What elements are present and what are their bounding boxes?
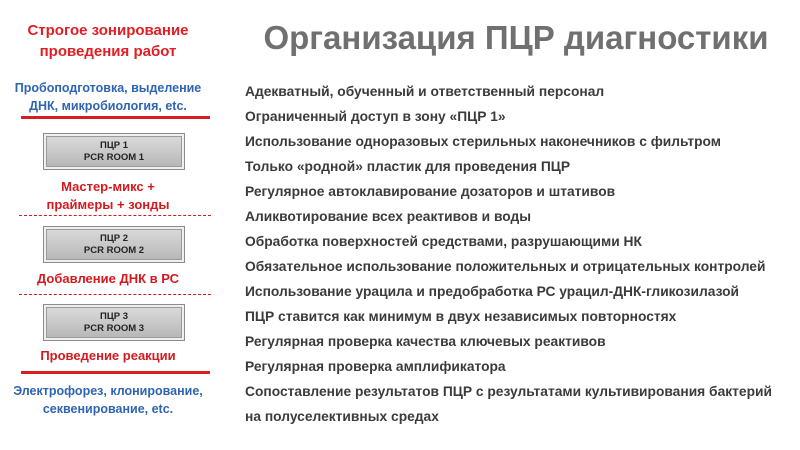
rules-list <box>245 79 797 429</box>
rule-item: Аликвотирование всех реактивов и воды <box>245 209 532 224</box>
post-pcr-line1: Электрофорез, клонирование, <box>13 384 203 398</box>
pcr-room-3-en: PCR ROOM 3 <box>83 323 145 334</box>
master-mix-text <box>0 178 216 214</box>
pcr-room-2-plate <box>43 226 185 263</box>
sample-prep-line1: Пробоподготовка, выделение <box>14 81 202 95</box>
post-pcr-line2: секвенирование, etc. <box>42 402 174 416</box>
zone-divider-top <box>21 116 210 119</box>
zoning-title-line2: проведения работ <box>39 43 177 60</box>
rule-item: ПЦР ставится как минимум в двух независимых повторностях <box>245 309 677 324</box>
sample-prep-text <box>0 79 216 115</box>
rule-item: Использование одноразовых стерильных наконечников с фильтром <box>245 134 721 149</box>
pcr-room-2-ru: ПЦР 2 <box>99 233 129 244</box>
add-dna-line: Добавление ДНК в РС <box>37 271 179 286</box>
pcr-room-3-ru: ПЦР 3 <box>99 311 129 322</box>
rule-item: Обработка поверхностей средствами, разрушающими НК <box>245 234 642 249</box>
zoning-title-line1: Строгое зонирование <box>27 22 189 39</box>
zoning-title <box>8 20 208 62</box>
add-dna-text <box>0 270 216 288</box>
rule-item: Регулярная проверка качества ключевых реактивов <box>245 334 606 349</box>
rule-item: Обязательное использование положительных и отрицательных контролей <box>245 259 766 274</box>
pcr-room-1-plate <box>43 133 185 170</box>
rule-item: Сопоставление результатов ПЦР с результатами культивирования бактерий <box>245 384 772 399</box>
zone-divider-dashed-1 <box>19 215 211 216</box>
rule-item: Адекватный, обученный и ответственный персонал <box>245 84 605 99</box>
rule-item: Регулярная проверка амплификатора <box>245 359 506 374</box>
zone-divider-bottom <box>21 371 210 374</box>
rule-item: Ограниченный доступ в зону «ПЦР 1» <box>245 109 506 124</box>
rule-item: Регулярное автоклавирование дозаторов и штативов <box>245 184 616 199</box>
pcr-room-1-ru: ПЦР 1 <box>99 140 129 151</box>
rule-item: Только «родной» пластик для проведения ПЦР <box>245 159 571 174</box>
pcr-room-3-plate <box>43 304 185 341</box>
rule-item: Использование урацила и предобработка РС урацил-ДНК-гликозилазой <box>245 284 740 299</box>
master-mix-line2: праймеры + зонды <box>46 197 170 212</box>
pcr-room-1-en: PCR ROOM 1 <box>83 152 145 163</box>
reaction-text <box>0 347 216 365</box>
page-title: Организация ПЦР диагностики <box>263 19 769 56</box>
sample-prep-line2: ДНК, микробиология, etc. <box>29 99 187 113</box>
reaction-line: Проведение реакции <box>40 348 176 363</box>
pcr-room-2-en: PCR ROOM 2 <box>83 245 145 256</box>
master-mix-line1: Мастер-микс + <box>61 179 155 194</box>
zone-divider-dashed-2 <box>19 294 211 295</box>
post-pcr-text <box>0 382 216 418</box>
rule-item: на полуселективных средах <box>245 409 439 424</box>
